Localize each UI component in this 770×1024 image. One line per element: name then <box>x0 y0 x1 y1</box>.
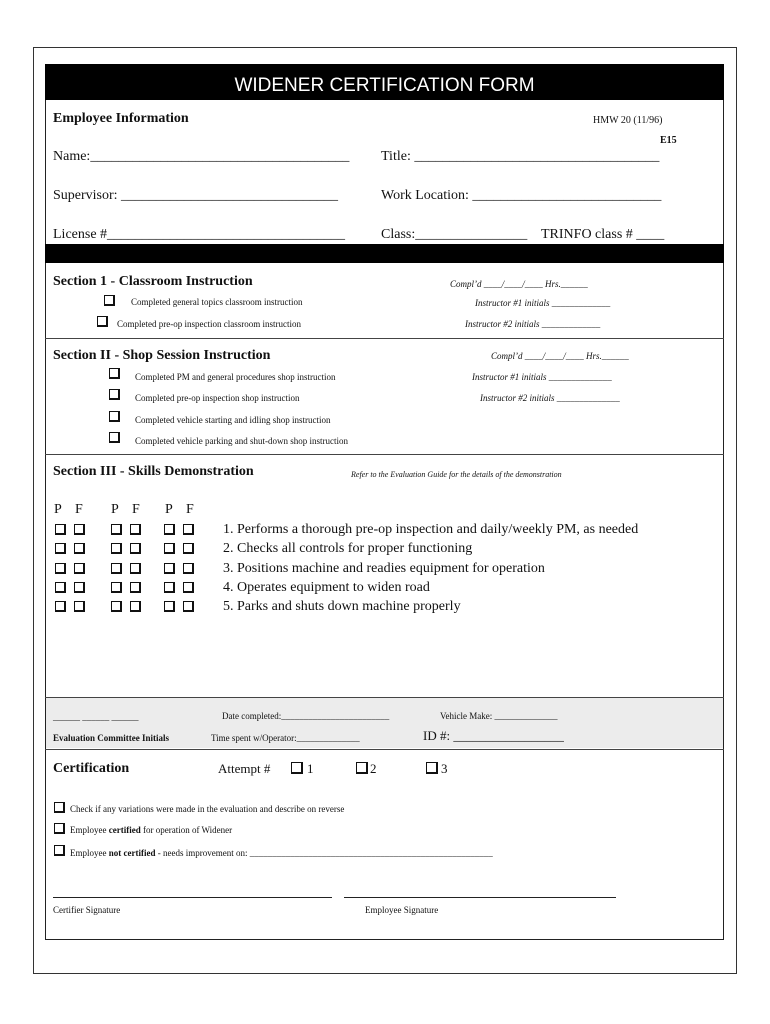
section1-item1-checkbox[interactable] <box>104 295 115 306</box>
skill-1-pass-2-checkbox[interactable] <box>111 524 122 535</box>
skill-4-pass-1-checkbox[interactable] <box>55 582 66 593</box>
pf-header-f3: F <box>186 502 194 517</box>
skill-2-pass-3-checkbox[interactable] <box>164 543 175 554</box>
section3-heading: Section III - Skills Demonstration <box>53 464 254 479</box>
certifier-signature-line[interactable] <box>53 897 332 898</box>
certified-checkbox[interactable] <box>54 823 65 834</box>
skill-1-pass-1-checkbox[interactable] <box>55 524 66 535</box>
section2-item2-label: Completed pre-op inspection shop instruction <box>135 393 300 403</box>
skill-item-4: 4. Operates equipment to widen road <box>223 580 430 595</box>
name-field[interactable]: Name:_____________________________________ <box>53 149 350 164</box>
skill-item-2: 2. Checks all controls for proper functioning <box>223 541 473 556</box>
skill-4-fail-3-checkbox[interactable] <box>183 582 194 593</box>
vehicle-make-field[interactable]: Vehicle Make: ______________ <box>440 711 558 721</box>
employee-signature-label: Employee Signature <box>365 905 439 915</box>
skill-2-pass-2-checkbox[interactable] <box>111 543 122 554</box>
supervisor-field[interactable]: Supervisor: _______________________________ <box>53 188 339 203</box>
section1-heading: Section 1 - Classroom Instruction <box>53 274 253 289</box>
section3-note: Refer to the Evaluation Guide for the details of the demonstration <box>351 470 562 479</box>
id-field[interactable]: ID #: _________________ <box>423 728 564 743</box>
section2-item4-checkbox[interactable] <box>109 432 120 443</box>
section-divider <box>45 338 724 339</box>
attempt-1-checkbox[interactable] <box>291 762 303 774</box>
skill-item-1: 1. Performs a thorough pre-op inspection and daily/weekly PM, as needed <box>223 522 639 537</box>
section1-item2-label: Completed pre-op inspection classroom instruction <box>117 319 301 329</box>
section-divider <box>45 454 724 455</box>
skill-4-pass-3-checkbox[interactable] <box>164 582 175 593</box>
section1-completed-date[interactable]: Compl’d ____/____/____ Hrs.______ <box>450 279 588 289</box>
section1-item1-label: Completed general topics classroom instruction <box>131 297 303 307</box>
skill-3-pass-2-checkbox[interactable] <box>111 563 122 574</box>
certified-label: Employee certified for operation of Widener <box>70 825 233 835</box>
employee-info-heading: Employee Information <box>53 111 189 126</box>
section2-instructor2-initials[interactable]: Instructor #2 initials ______________ <box>480 393 620 403</box>
time-spent-field[interactable]: Time spent w/Operator:______________ <box>211 733 360 743</box>
section1-instructor2-initials[interactable]: Instructor #2 initials _____________ <box>465 319 601 329</box>
not-certified-label[interactable]: Employee not certified - needs improvement on: ______________________________________________________ <box>70 848 493 858</box>
pf-header-p2: P <box>111 502 119 517</box>
form-id: E15 <box>660 135 677 146</box>
not-certified-checkbox[interactable] <box>54 845 65 856</box>
attempt-3-label: 3 <box>441 761 448 776</box>
attempt-1-label: 1 <box>307 761 314 776</box>
evaluation-committee-label: Evaluation Committee Initials <box>53 733 169 743</box>
section1-instructor1-initials[interactable]: Instructor #1 initials _____________ <box>475 298 611 308</box>
certifier-signature-label: Certifier Signature <box>53 905 121 915</box>
skill-3-pass-1-checkbox[interactable] <box>55 563 66 574</box>
section2-item3-label: Completed vehicle starting and idling shop instruction <box>135 415 331 425</box>
skill-3-fail-3-checkbox[interactable] <box>183 563 194 574</box>
skill-3-fail-1-checkbox[interactable] <box>74 563 85 574</box>
section2-instructor1-initials[interactable]: Instructor #1 initials ______________ <box>472 372 612 382</box>
skill-4-fail-1-checkbox[interactable] <box>74 582 85 593</box>
skill-4-pass-2-checkbox[interactable] <box>111 582 122 593</box>
section2-completed-date[interactable]: Compl’d ____/____/____ Hrs.______ <box>491 351 629 361</box>
license-field[interactable]: License #__________________________________ <box>53 227 346 242</box>
skill-2-fail-1-checkbox[interactable] <box>74 543 85 554</box>
skill-5-pass-1-checkbox[interactable] <box>55 601 66 612</box>
section2-item1-checkbox[interactable] <box>109 368 120 379</box>
skill-item-3: 3. Positions machine and readies equipment for operation <box>223 561 545 576</box>
employee-signature-line[interactable] <box>344 897 616 898</box>
skill-2-fail-2-checkbox[interactable] <box>130 543 141 554</box>
section2-item3-checkbox[interactable] <box>109 411 120 422</box>
pf-header-p3: P <box>165 502 173 517</box>
skill-1-fail-3-checkbox[interactable] <box>183 524 194 535</box>
attempt-3-checkbox[interactable] <box>426 762 438 774</box>
skill-1-fail-2-checkbox[interactable] <box>130 524 141 535</box>
variations-checkbox[interactable] <box>54 802 65 813</box>
skill-3-pass-3-checkbox[interactable] <box>164 563 175 574</box>
skill-3-fail-2-checkbox[interactable] <box>130 563 141 574</box>
skill-2-fail-3-checkbox[interactable] <box>183 543 194 554</box>
section1-item2-checkbox[interactable] <box>97 316 108 327</box>
skill-5-fail-2-checkbox[interactable] <box>130 601 141 612</box>
variations-label: Check if any variations were made in the evaluation and describe on reverse <box>70 804 345 814</box>
section2-heading: Section II - Shop Session Instruction <box>53 348 271 363</box>
skill-5-pass-2-checkbox[interactable] <box>111 601 122 612</box>
skill-5-fail-3-checkbox[interactable] <box>183 601 194 612</box>
pf-header-p1: P <box>54 502 62 517</box>
skill-1-fail-1-checkbox[interactable] <box>74 524 85 535</box>
attempt-2-label: 2 <box>370 761 377 776</box>
skill-5-fail-1-checkbox[interactable] <box>74 601 85 612</box>
trinfo-class-field[interactable]: TRINFO class # ____ <box>541 227 665 242</box>
section2-item2-checkbox[interactable] <box>109 389 120 400</box>
skill-5-pass-3-checkbox[interactable] <box>164 601 175 612</box>
form-code: HMW 20 (11/96) <box>593 115 663 126</box>
section-divider-band <box>45 244 724 263</box>
skill-item-5: 5. Parks and shuts down machine properly <box>223 599 461 614</box>
title-field[interactable]: Title: ___________________________________ <box>381 149 660 164</box>
certification-heading: Certification <box>53 761 130 776</box>
class-field[interactable]: Class:________________ <box>381 227 528 242</box>
skill-2-pass-1-checkbox[interactable] <box>55 543 66 554</box>
section2-item4-label: Completed vehicle parking and shut-down shop instruction <box>135 436 348 446</box>
pf-header-f1: F <box>75 502 83 517</box>
section2-item1-label: Completed PM and general procedures shop instruction <box>135 372 336 382</box>
attempt-label: Attempt # <box>218 761 271 776</box>
committee-initial-blanks[interactable]: ______ ______ ______ <box>53 712 139 722</box>
pf-header-f2: F <box>132 502 140 517</box>
skill-4-fail-2-checkbox[interactable] <box>130 582 141 593</box>
section-divider <box>45 749 724 750</box>
attempt-2-checkbox[interactable] <box>356 762 368 774</box>
skill-1-pass-3-checkbox[interactable] <box>164 524 175 535</box>
form-title: WIDENER CERTIFICATION FORM <box>45 64 724 100</box>
work-location-field[interactable]: Work Location: ___________________________ <box>381 188 662 203</box>
date-completed-field[interactable]: Date completed:________________________ <box>222 711 390 721</box>
